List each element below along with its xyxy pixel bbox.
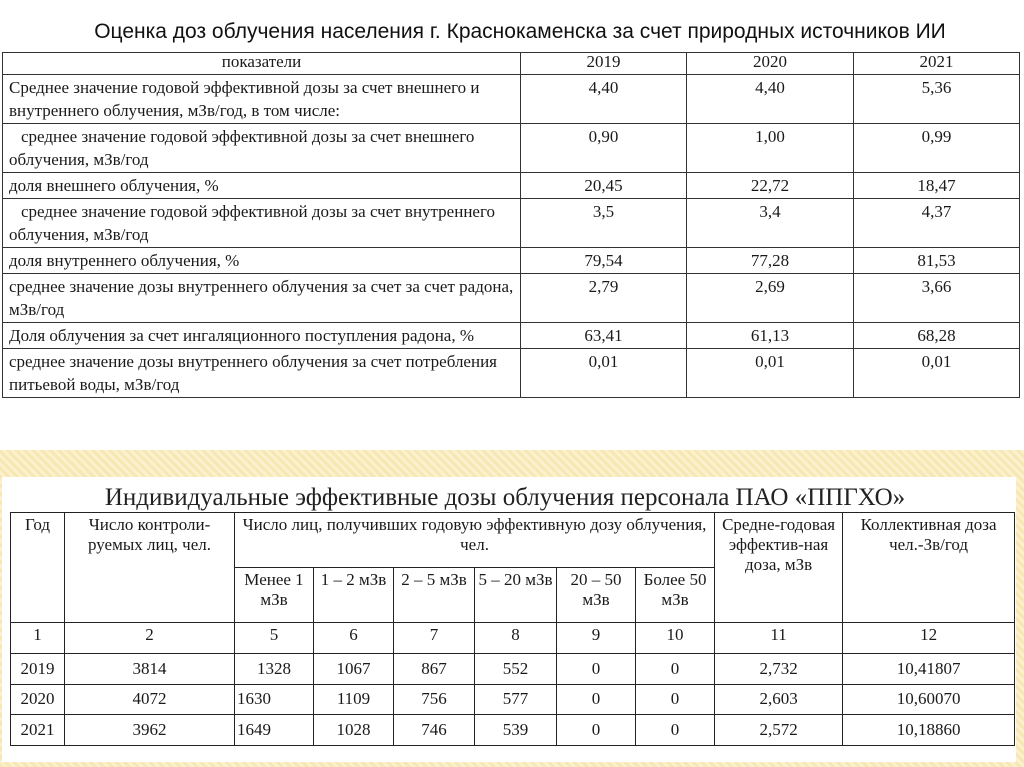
column-number: 2 xyxy=(65,623,235,654)
header-average-dose: Средне-годовая эффектив-ная доза, мЗв xyxy=(715,513,843,623)
table-cell: 4,40 xyxy=(687,75,854,124)
table-cell: 0,99 xyxy=(854,124,1020,173)
table-cell: 63,41 xyxy=(521,323,687,349)
column-number: 9 xyxy=(557,623,636,654)
column-header: 2021 xyxy=(854,53,1020,75)
table-cell: 1630 xyxy=(235,684,314,715)
table-cell: 0,01 xyxy=(687,349,854,398)
table-row xyxy=(11,654,1015,685)
table-cell: 867 xyxy=(394,654,475,685)
row-label: среднее значение годовой эффективной дозы за счет внутреннего облучения, мЗв/год xyxy=(3,199,521,248)
header-collective-dose: Коллективная доза чел.-Зв/год xyxy=(843,513,1015,623)
table-cell: 81,53 xyxy=(854,248,1020,274)
column-number: 1 xyxy=(11,623,65,654)
table-cell: 1028 xyxy=(314,715,394,746)
table-cell: 552 xyxy=(475,654,557,685)
table-cell: 10,18860 xyxy=(843,715,1015,746)
table-cell: 2021 xyxy=(11,715,65,746)
table-cell: 0 xyxy=(557,684,636,715)
table-cell: 0 xyxy=(557,715,636,746)
table-row xyxy=(11,684,1015,715)
table-cell: 2,79 xyxy=(521,274,687,323)
row-label: среднее значение годовой эффективной дозы за счет внешнего облучения, мЗв/год xyxy=(3,124,521,173)
column-number: 12 xyxy=(843,623,1015,654)
personnel-dose-table xyxy=(10,512,1015,746)
table-cell: 0,90 xyxy=(521,124,687,173)
table-cell: 2,732 xyxy=(715,654,843,685)
column-number: 5 xyxy=(235,623,314,654)
table-cell: 746 xyxy=(394,715,475,746)
personnel-table-title: Индивидуальные эффективные дозы облучения персонала ПАО «ППГХО» xyxy=(104,484,906,511)
row-label: Среднее значение годовой эффективной дозы за счет внешнего и внутреннего облучения, мЗв/год, в том числе: xyxy=(3,75,521,124)
table-cell: 3,66 xyxy=(854,274,1020,323)
header-dose-bin: 20 – 50 мЗв xyxy=(557,568,636,623)
table-cell: 1,00 xyxy=(687,124,854,173)
table-cell: 0,01 xyxy=(521,349,687,398)
table-header-row xyxy=(3,53,1020,75)
table-cell: 3814 xyxy=(65,654,235,685)
column-header: 2020 xyxy=(687,53,854,75)
table-cell: 1649 xyxy=(235,715,314,746)
table-header-row xyxy=(11,513,1015,568)
table-row xyxy=(3,248,1020,274)
header-dose-bin: 2 – 5 мЗв xyxy=(394,568,475,623)
row-label: среднее значение дозы внутреннего облучения за счет потребления питьевой воды, мЗв/год xyxy=(3,349,521,398)
table-row xyxy=(3,75,1020,124)
table-cell: 3,5 xyxy=(521,199,687,248)
table-cell: 3,4 xyxy=(687,199,854,248)
row-label: доля внешнего облучения, % xyxy=(3,173,521,199)
table-cell: 0 xyxy=(636,654,715,685)
table-row xyxy=(3,274,1020,323)
table-cell: 1067 xyxy=(314,654,394,685)
table-row xyxy=(3,323,1020,349)
table-cell: 4072 xyxy=(65,684,235,715)
table-cell: 2,603 xyxy=(715,684,843,715)
table-row xyxy=(3,199,1020,248)
table-cell: 10,41807 xyxy=(843,654,1015,685)
row-label: среднее значение дозы внутреннего облучения за счет за счет радона, мЗв/год xyxy=(3,274,521,323)
header-dose-bin: Менее 1 мЗв xyxy=(235,568,314,623)
table-row xyxy=(3,124,1020,173)
table-cell: 5,36 xyxy=(854,75,1020,124)
table-cell: 539 xyxy=(475,715,557,746)
header-dose-bin: 1 – 2 мЗв xyxy=(314,568,394,623)
table-cell: 61,13 xyxy=(687,323,854,349)
column-number: 11 xyxy=(715,623,843,654)
header-dose-group: Число лиц, получивших годовую эффективную дозу облучения, чел. xyxy=(235,513,715,568)
header-year: Год xyxy=(11,513,65,623)
table-cell: 77,28 xyxy=(687,248,854,274)
column-number: 8 xyxy=(475,623,557,654)
table-cell: 3962 xyxy=(65,715,235,746)
table-row xyxy=(11,715,1015,746)
header-controlled-count: Число контроли-руемых лиц, чел. xyxy=(65,513,235,623)
table-cell: 4,37 xyxy=(854,199,1020,248)
table-cell: 0 xyxy=(557,654,636,685)
table-cell: 79,54 xyxy=(521,248,687,274)
table-cell: 20,45 xyxy=(521,173,687,199)
table-cell: 577 xyxy=(475,684,557,715)
table-cell: 4,40 xyxy=(521,75,687,124)
header-dose-bin: Более 50 мЗв xyxy=(636,568,715,623)
column-header: 2019 xyxy=(521,53,687,75)
header-dose-bin: 5 – 20 мЗв xyxy=(475,568,557,623)
table-cell: 1109 xyxy=(314,684,394,715)
table-row xyxy=(3,349,1020,398)
table-cell: 2,572 xyxy=(715,715,843,746)
table-cell: 1328 xyxy=(235,654,314,685)
radiation-dose-table xyxy=(2,52,1020,398)
table-cell: 2020 xyxy=(11,684,65,715)
table-cell: 0 xyxy=(636,684,715,715)
row-label: Доля облучения за счет ингаляционного поступления радона, % xyxy=(3,323,521,349)
table-cell: 22,72 xyxy=(687,173,854,199)
table-cell: 2019 xyxy=(11,654,65,685)
table-cell: 0,01 xyxy=(854,349,1020,398)
table-cell: 0 xyxy=(636,715,715,746)
table-cell: 18,47 xyxy=(854,173,1020,199)
slide-title: Оценка доз облучения населения г. Краснокаменска за счет природных источников ИИ xyxy=(94,20,946,43)
row-label: доля внутреннего облучения, % xyxy=(3,248,521,274)
table-cell: 2,69 xyxy=(687,274,854,323)
table-cell: 756 xyxy=(394,684,475,715)
column-number: 6 xyxy=(314,623,394,654)
column-number: 10 xyxy=(636,623,715,654)
column-number-row xyxy=(11,623,1015,654)
column-number: 7 xyxy=(394,623,475,654)
table-row xyxy=(3,173,1020,199)
table-cell: 68,28 xyxy=(854,323,1020,349)
column-header: показатели xyxy=(3,53,521,75)
table-cell: 10,60070 xyxy=(843,684,1015,715)
